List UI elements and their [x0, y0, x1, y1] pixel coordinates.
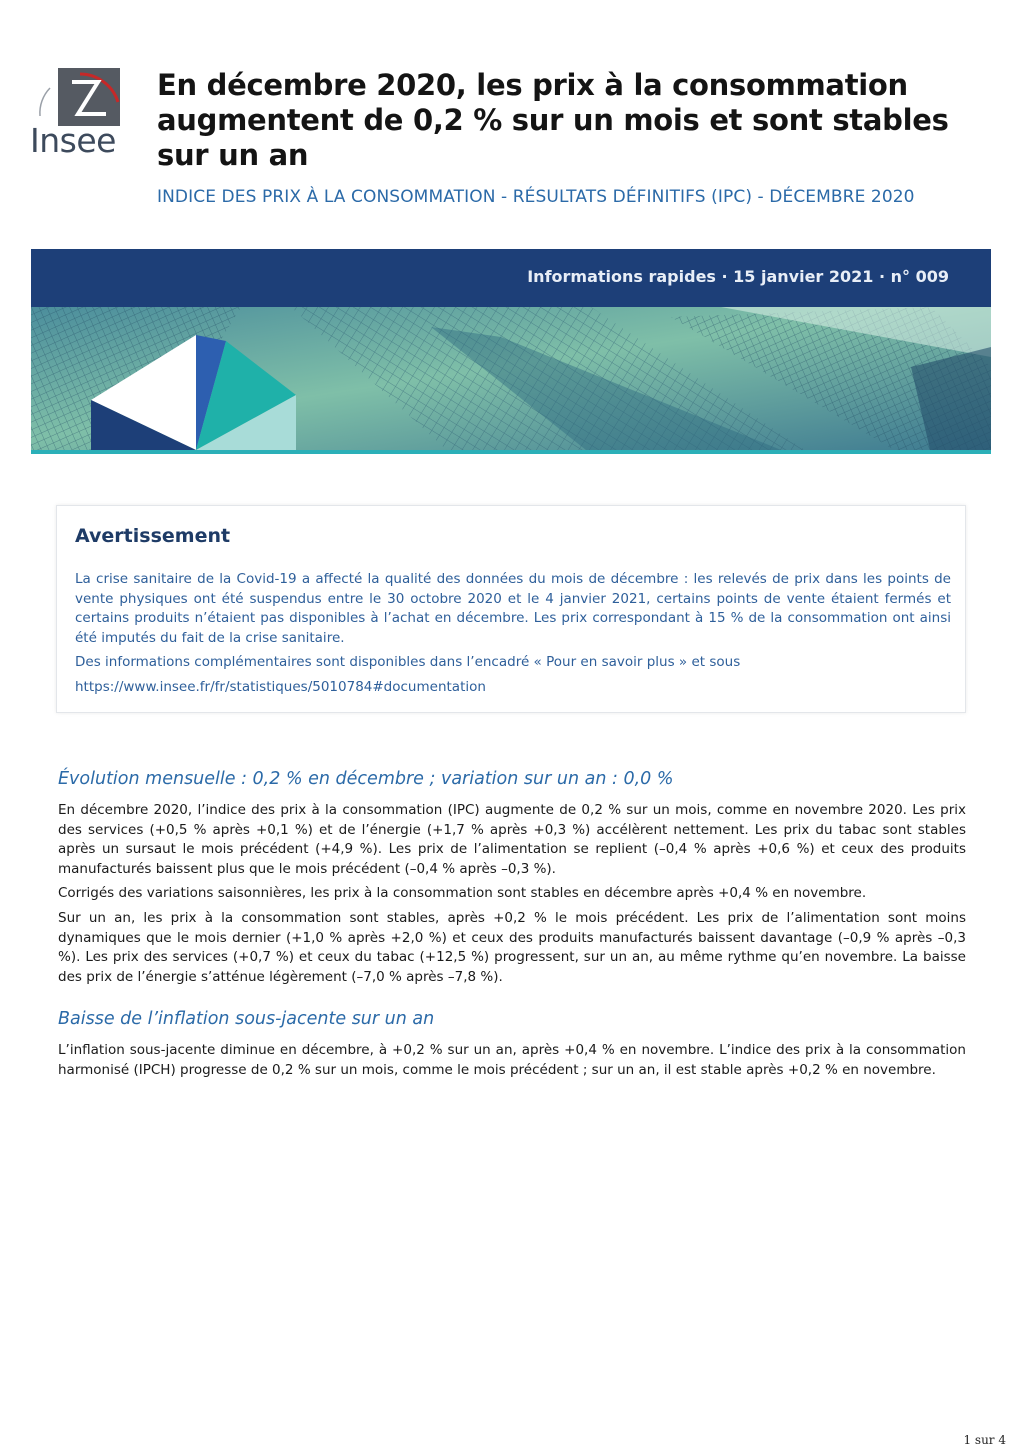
page-title: En décembre 2020, les prix à la consommation augmentent de 0,2 % sur un mois et sont stables sur un an [157, 68, 949, 172]
section-heading-core-inflation: Baisse de l’inflation sous-jacente sur un an [58, 1009, 435, 1029]
publication-info: Informations rapides · 15 janvier 2021 · n° 009 [527, 267, 949, 286]
warning-paragraph: La crise sanitaire de la Covid-19 a affecté la qualité des données du mois de décembre : les relevés de prix dans les points de vente physiques ont été suspendus entre le 30 octobre 2020 et le 4 janvier 2021, certains points de vente étaient fermés et certains produits n’étaient pas disponibles à l’achat en décembre. Les prix correspondant à 15 % de la consommation ont ainsi été imputés du fait de la crise sanitaire. [75, 571, 951, 646]
page-number: 1 sur 4 [963, 1433, 1006, 1447]
documentation-link[interactable]: https://www.insee.fr/fr/statistiques/5010784#documentation [75, 679, 486, 695]
warning-box [56, 505, 966, 713]
section-heading-monthly: Évolution mensuelle : 0,2 % en décembre ; variation sur un an : 0,0 % [58, 769, 674, 789]
paragraph: L’inflation sous-jacente diminue en décembre, à +0,2 % sur un an, après +0,4 % en novembre. L’indice des prix à la consommation harmonisé (IPCH) progresse de 0,2 % sur un mois, comme le mois précédent ; sur un an, il est stable après +0,2 % en novembre. [58, 1042, 966, 1078]
logo-text: Insee [30, 121, 116, 160]
banner-bar [31, 249, 991, 307]
paragraph: En décembre 2020, l’indice des prix à la consommation (IPC) augmente de 0,2 % sur un mois, comme en novembre 2020. Les prix des services (+0,5 % après +0,1 %) et de l’énergie (+1,7 % après +0,3 %) accélèrent nettement. Les prix du tabac sont stables après un sursaut le mois précédent (+4,9 %). Les prix de l’alimentation se replient (–0,4 % après +0,6 %) et ceux des produits manufacturés baissent plus que le mois précédent (–0,4 % après –0,3 %). [58, 802, 966, 877]
building-photo-icon [31, 307, 991, 454]
paragraph: Sur un an, les prix à la consommation sont stables, après +0,2 % le mois précédent. Les prix de l’alimentation sont moins dynamiques que le mois dernier (+1,0 % après +2,0 %) et ceux des produits manufacturés baissent davantage (–0,9 % après –0,3 %). Les prix des services (+0,7 %) et ceux du tabac (+12,5 %) progressent, sur un an, au même rythme qu’en novembre. La baisse des prix de l’énergie s’atténue légèrement (–7,0 % après –7,8 %). [58, 910, 966, 985]
header-banner [31, 249, 991, 454]
warning-title: Avertissement [75, 525, 231, 547]
paragraph: Corrigés des variations saisonnières, les prix à la consommation sont stables en décembre après +0,4 % en novembre. [58, 885, 867, 901]
publication-subtitle: INDICE DES PRIX À LA CONSOMMATION - RÉSULTATS DÉFINITIFS (IPC) - DÉCEMBRE 2020 [157, 187, 915, 207]
warning-more-info: Des informations complémentaires sont disponibles dans l’encadré « Pour en savoir plus » et sous [75, 654, 741, 670]
